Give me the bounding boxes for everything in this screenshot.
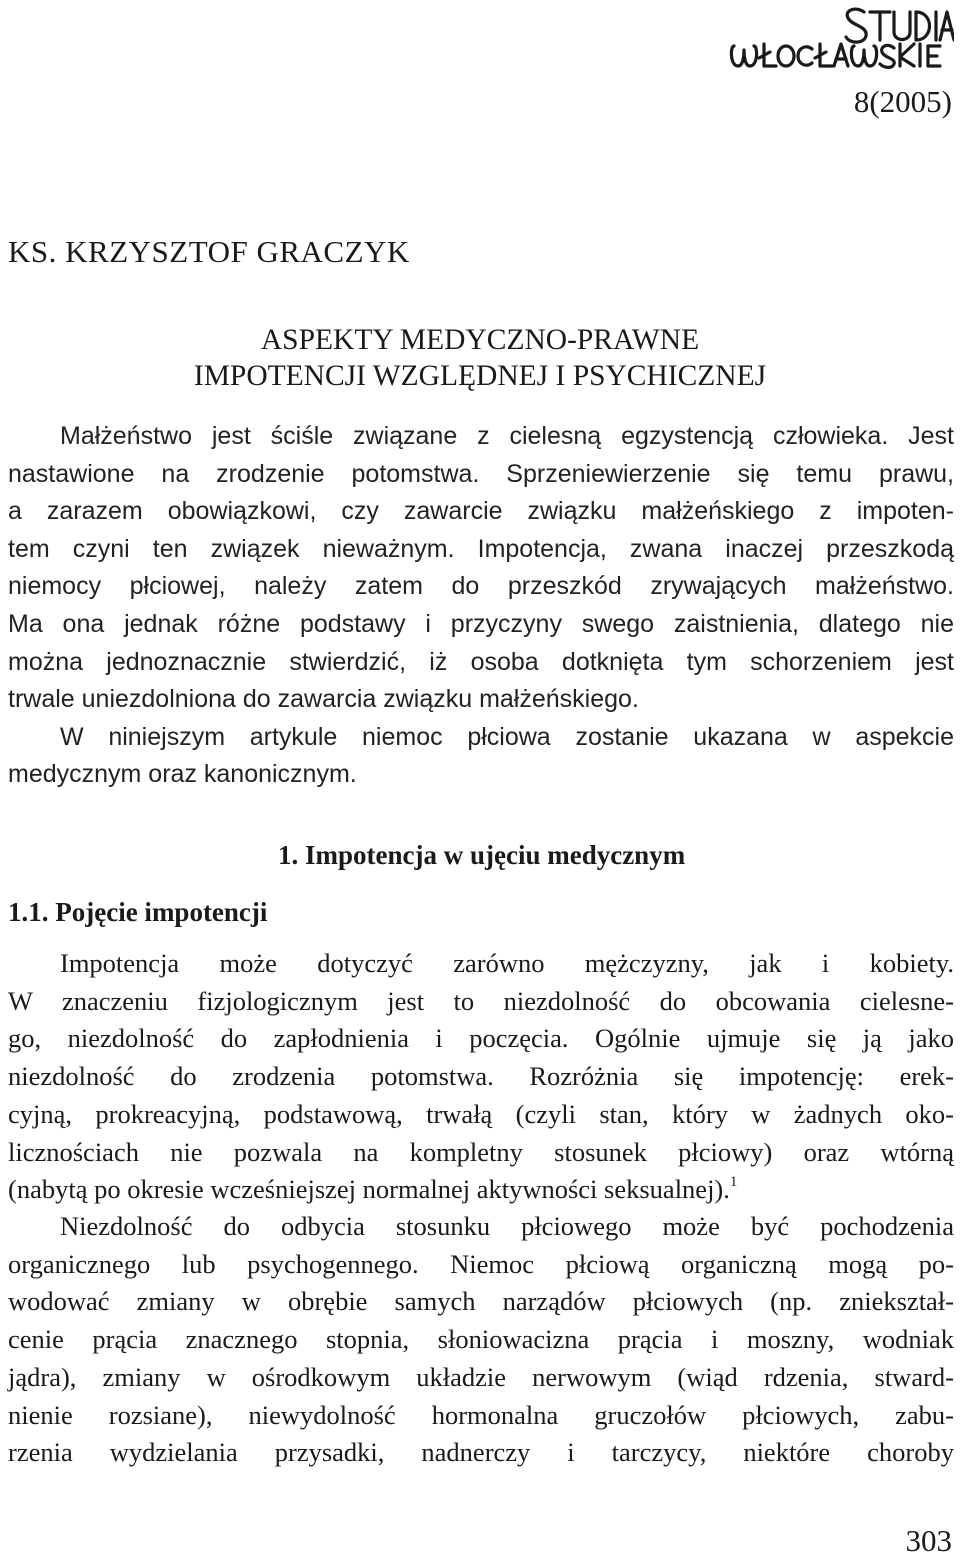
paragraph-line: cyjną, prokreacyjną, podstawową, trwałą (czyli stan, który w żadnych oko- (8, 1098, 954, 1129)
abstract-line: Małżeństwo jest ściśle związane z cielesną egzystencją człowieka. Jest (60, 422, 954, 450)
paragraph-line: Niezdolność do odbycia stosunku płciowego może być pochodzenia (60, 1211, 954, 1241)
abstract-line: niemocy płciowej, należy zatem do przeszkód zrywających małżeństwo. (8, 572, 954, 601)
title-line: ASPEKTY MEDYCZNO-PRAWNE (260, 324, 700, 356)
paragraph-line: organicznego lub psychogennego. Niemoc płciową organiczną mogą po- (8, 1248, 954, 1279)
page-number: 303 (905, 1523, 952, 1558)
abstract-line: można jednoznacznie stwierdzić, iż osoba dotknięta tym schorzeniem jest (8, 647, 954, 676)
paragraph-line: nienie rozsiane), niewydolność hormonalna gruczołów płciowych, zabu- (8, 1399, 954, 1430)
paragraph (8, 1208, 954, 1472)
paragraph-line: (nabytą po okresie wcześniejszej normalnej aktywności seksualnej). (8, 1174, 730, 1205)
paragraph-line: Impotencja może dotyczyć zarówno mężczyzny, jak i kobiety. (60, 948, 954, 978)
section-heading: 1. Impotencja w ujęciu medycznym (278, 840, 686, 870)
paragraph-line: niezdolność do zrodzenia potomstwa. Rozróżnia się impotencję: erek- (8, 1061, 954, 1092)
abstract-line: nastawione na zrodzenie potomstwa. Sprzeniewierzenie się temu prawu, (8, 459, 954, 488)
paragraph-line: licznościach nie pozwala na kompletny stosunek płciowy) oraz wtórną (8, 1136, 954, 1167)
issue-number: 8(2005) (853, 84, 952, 119)
abstract-line: Ma ona jednak różne podstawy i przyczyny swego zaistnienia, dlatego nie (8, 609, 954, 638)
paragraph (8, 945, 954, 1209)
paragraph-line-with-footnote (8, 1171, 954, 1209)
author-name: KS. KRZYSZTOF GRACZYK (8, 234, 410, 269)
abstract-line: medycznym oraz kanonicznym. (8, 760, 357, 789)
footnote-ref[interactable]: 1 (729, 1174, 738, 1191)
paragraph-line: W znaczeniu fizjologicznym jest to niezdolność do obcowania cielesne- (8, 985, 954, 1016)
title-line: IMPOTENCJI WZGLĘDNEJ I PSYCHICZNEJ (193, 360, 767, 392)
article-title (0, 322, 960, 394)
paragraph-line: rzenia wydzielania przysadki, nadnerczy i tarczycy, niektóre choroby (8, 1437, 954, 1468)
paragraph-line: cenie prącia znacznego stopnia, słoniowacizna prącia i moszny, wodniak (8, 1324, 954, 1355)
abstract-line: W niniejszym artykule niemoc płciowa zostanie ukazana w aspekcie (60, 722, 954, 751)
abstract-line: trwale uniezdolniona do zawarcia związku małżeńskiego. (8, 685, 639, 714)
paragraph-line: go, niezdolność do zapłodnienia i poczęcia. Ogólnie ujmuje się ją jako (8, 1023, 954, 1054)
paragraph-line: jądra), zmiany w ośrodkowym układzie nerwowym (wiąd rdzenia, stward- (8, 1361, 954, 1392)
journal-logo (728, 4, 954, 70)
paragraph-line: wodować zmiany w obrębie samych narządów płciowych (np. zniekształ- (8, 1286, 954, 1317)
abstract-line: a zarazem obowiązkowi, czy zawarcie związku małżeńskiego z impoten- (8, 497, 954, 526)
subsection-heading: 1.1. Pojęcie impotencji (8, 897, 268, 927)
abstract-line: tem czyni ten związek nieważnym. Impotencja, zwana inaczej przeszkodą (8, 534, 954, 563)
abstract (8, 418, 954, 794)
